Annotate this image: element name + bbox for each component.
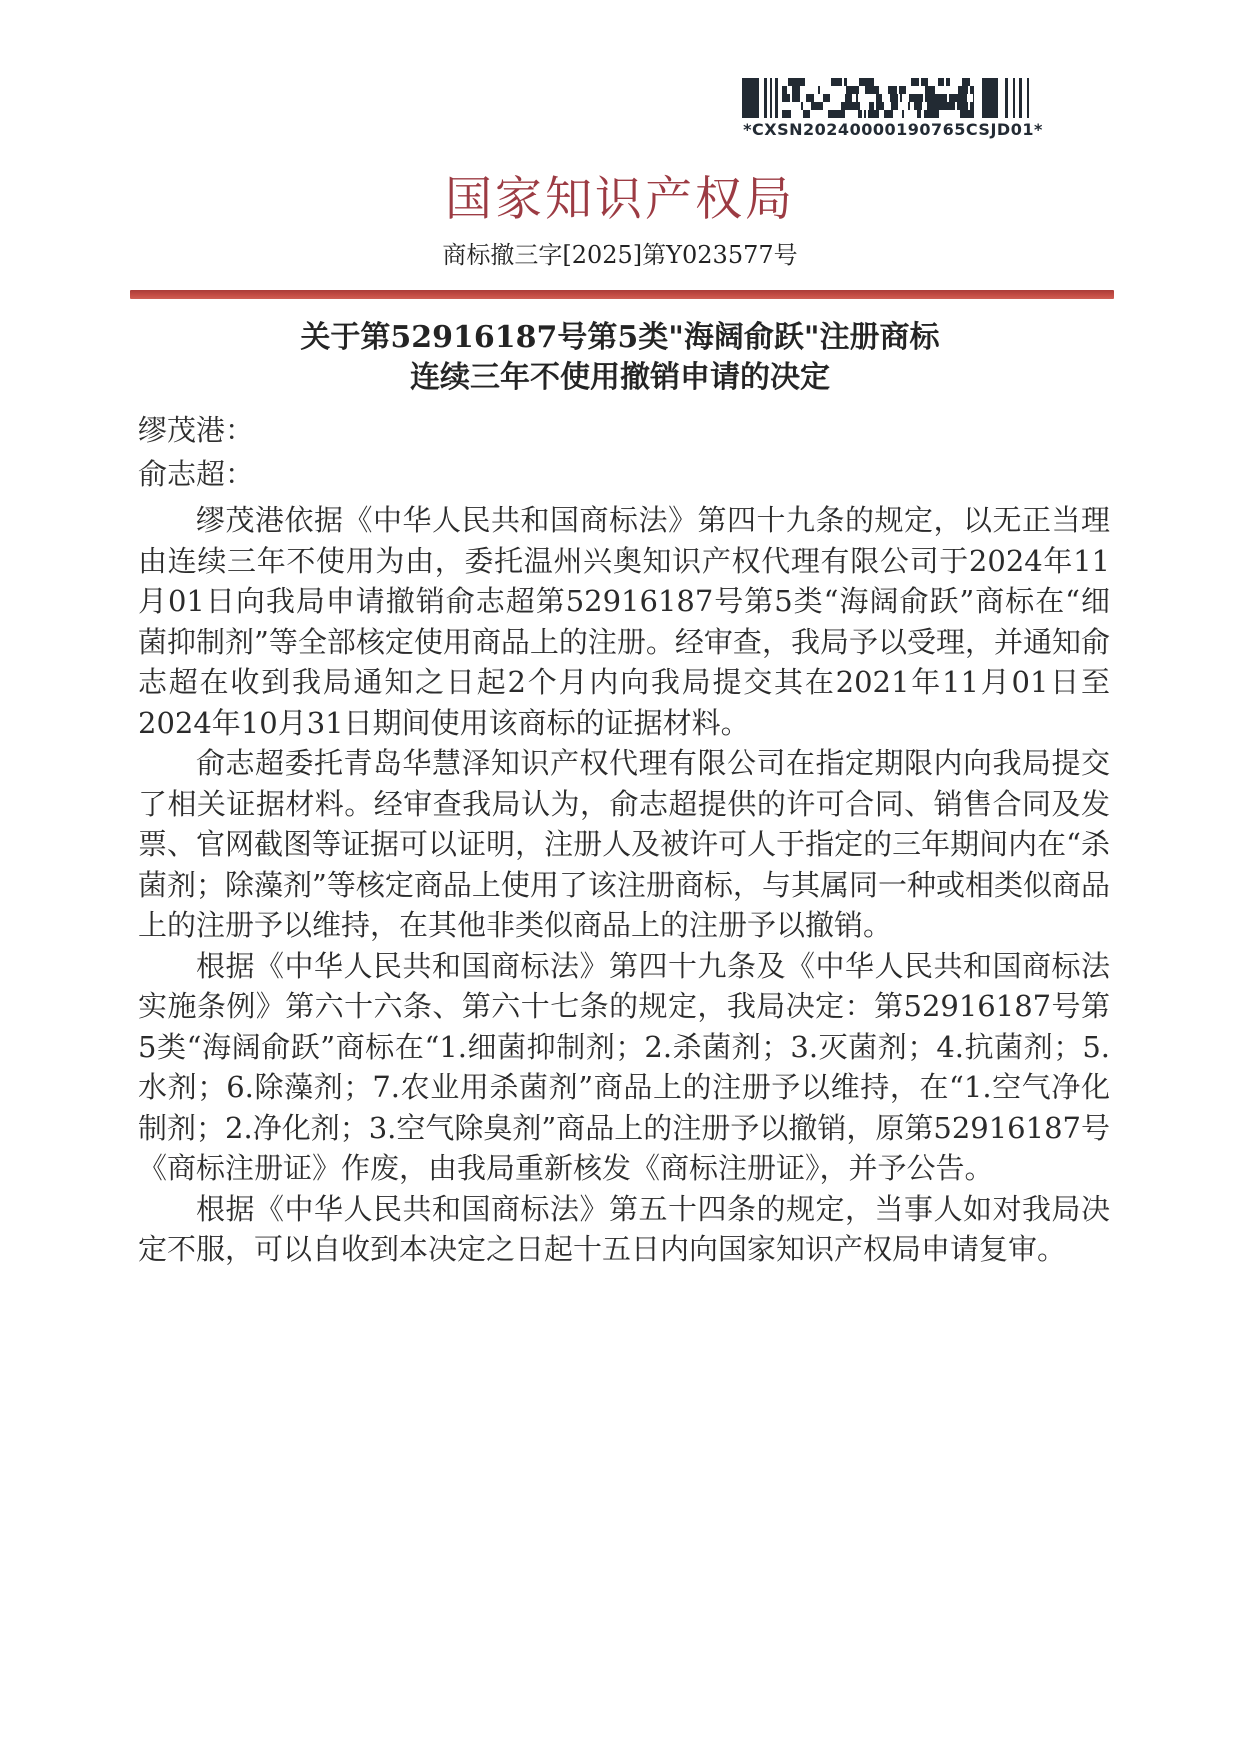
- addressee-1: 缪茂港：: [138, 413, 255, 447]
- paragraph-filing: 缪茂港依据《中华人民共和国商标法》第四十九条的规定，以无正当理由连续三年不使用为由，委托温州兴奥知识产权代理有限公司于2024年11月01日向我局申请撤销俞志超第52916187号第5类“海阔俞跃”商标在“细菌抑制剂”等全部核定使用商品上的注册。经审查，我局予以受理，并通知俞志超在收到我局通知之日起2个月内向我局提交其在2021年11月01日至2024年10月31日期间使用该商标的证据材料。: [138, 503, 1110, 740]
- addressee-list: [138, 408, 1108, 496]
- paragraph-decision: 根据《中华人民共和国商标法》第四十九条及《中华人民共和国商标法实施条例》第六十六条、第六十七条的规定，我局决定：第52916187号第5类“海阔俞跃”商标在“1.细菌抑制剂；2.杀菌剂；3.灭菌剂；4.抗菌剂；5.水剂；6.除藻剂；7.农业用杀菌剂”商品上的注册予以维持，在“1.空气净化制剂；2.净化剂；3.空气除臭剂”商品上的注册予以撤销，原第52916187号《商标注册证》作废，由我局重新核发《商标注册证》，并予公告。: [138, 948, 1110, 1185]
- document-number: 商标撤三字[2025]第Y023577号: [442, 241, 798, 269]
- barcode-text: *CXSN20240000190765CSJD01*: [743, 120, 1043, 139]
- paragraph-evidence: 俞志超委托青岛华慧泽知识产权代理有限公司在指定期限内向我局提交了相关证据材料。经审查我局认为，俞志超提供的许可合同、销售合同及发票、官网截图等证据可以证明，注册人及被许可人于指定的三年期间内在“杀菌剂；除藻剂”等核定商品上使用了该注册商标，与其属同一种或相类似商品上的注册予以维持，在其他非类似商品上的注册予以撤销。: [138, 746, 1110, 942]
- decision-title-line1: 关于第52916187号第5类"海阔俞跃"注册商标: [300, 320, 940, 355]
- addressee-2: 俞志超：: [138, 457, 255, 491]
- paragraph-appeal: 根据《中华人民共和国商标法》第五十四条的规定，当事人如对我局决定不服，可以自收到本决定之日起十五日内向国家知识产权局申请复审。: [138, 1191, 1110, 1266]
- agency-title: 国家知识产权局: [445, 172, 795, 227]
- barcode-image: [742, 78, 1044, 118]
- decision-title: [120, 318, 1120, 398]
- barcode: [742, 78, 1044, 139]
- red-divider-rule: [130, 290, 1114, 299]
- barcode-noise: [782, 78, 974, 118]
- decision-body: [138, 500, 1110, 1270]
- decision-title-line2: 连续三年不使用撤销申请的决定: [410, 360, 830, 395]
